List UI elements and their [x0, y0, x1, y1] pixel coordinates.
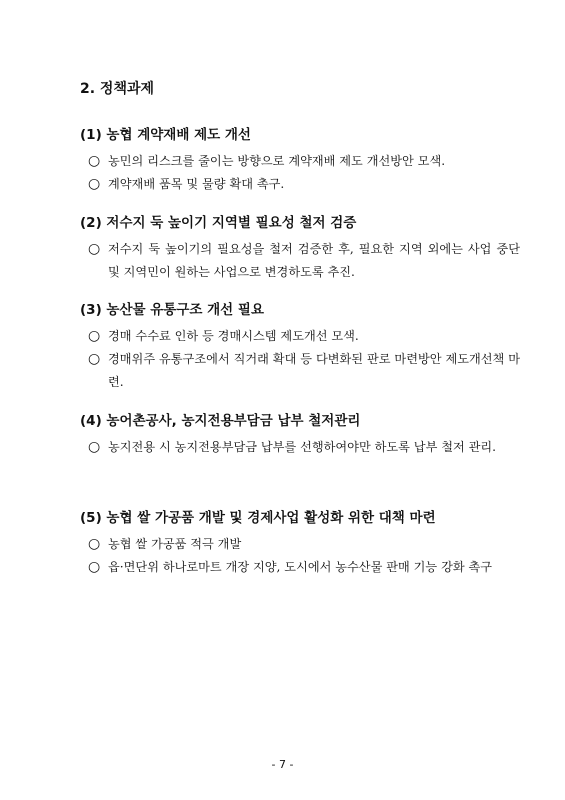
bullet-point [80, 173, 520, 196]
bullet-text: 경매위주 유통구조에서 직거래 확대 등 다변화된 판로 마련방안 제도개선책 마련. [108, 352, 520, 389]
circle-bullet-icon: ○ [88, 559, 101, 575]
circle-bullet-icon: ○ [88, 536, 101, 552]
page-number: - 7 - [271, 758, 294, 771]
item-heading: (5) 농협 쌀 가공품 개발 및 경제사업 활성화 위한 대책 마련 [80, 510, 436, 526]
bullet-point [80, 556, 520, 579]
policy-item-3 [80, 301, 520, 394]
circle-bullet-icon: ○ [88, 153, 101, 169]
item-heading: (3) 농산물 유통구조 개선 필요 [80, 302, 264, 318]
bullet-point [80, 325, 520, 348]
circle-bullet-icon: ○ [88, 176, 101, 192]
bullet-point [80, 348, 520, 394]
bullet-text: 농민의 리스크를 줄이는 방향으로 계약재배 제도 개선방안 모색. [108, 154, 446, 168]
circle-bullet-icon: ○ [88, 439, 101, 455]
bullet-point [80, 533, 520, 556]
item-heading: (2) 저수지 둑 높이기 지역별 필요성 철저 검증 [80, 215, 357, 231]
bullet-text: 경매 수수료 인하 등 경매시스템 제도개선 모색. [108, 329, 359, 343]
bullet-text: 농지전용 시 농지전용부담금 납부를 선행하여야만 하도록 납부 철저 관리. [108, 440, 497, 454]
policy-item-1 [80, 126, 520, 196]
bullet-text: 계약재배 품목 및 물량 확대 촉구. [108, 177, 285, 191]
policy-item-5 [80, 509, 520, 579]
bullet-point [80, 436, 520, 459]
bullet-point [80, 238, 520, 284]
bullet-text: 저수지 둑 높이기의 필요성을 철저 검증한 후, 필요한 지역 외에는 사업 중단 및 지역민이 원하는 사업으로 변경하도록 추진. [108, 242, 520, 279]
circle-bullet-icon: ○ [88, 351, 101, 367]
bullet-text: 농협 쌀 가공품 적극 개발 [108, 537, 242, 551]
section-title: 2. 정책과제 [80, 81, 155, 97]
bullet-text: 읍·면단위 하나로마트 개장 지양, 도시에서 농수산물 판매 기능 강화 촉구 [108, 560, 493, 574]
bullet-point [80, 150, 520, 173]
circle-bullet-icon: ○ [88, 241, 101, 257]
item-heading: (1) 농협 계약재배 제도 개선 [80, 127, 251, 143]
item-heading: (4) 농어촌공사, 농지전용부담금 납부 철저관리 [80, 413, 361, 429]
policy-item-2 [80, 214, 520, 284]
circle-bullet-icon: ○ [88, 328, 101, 344]
policy-item-4 [80, 412, 520, 459]
